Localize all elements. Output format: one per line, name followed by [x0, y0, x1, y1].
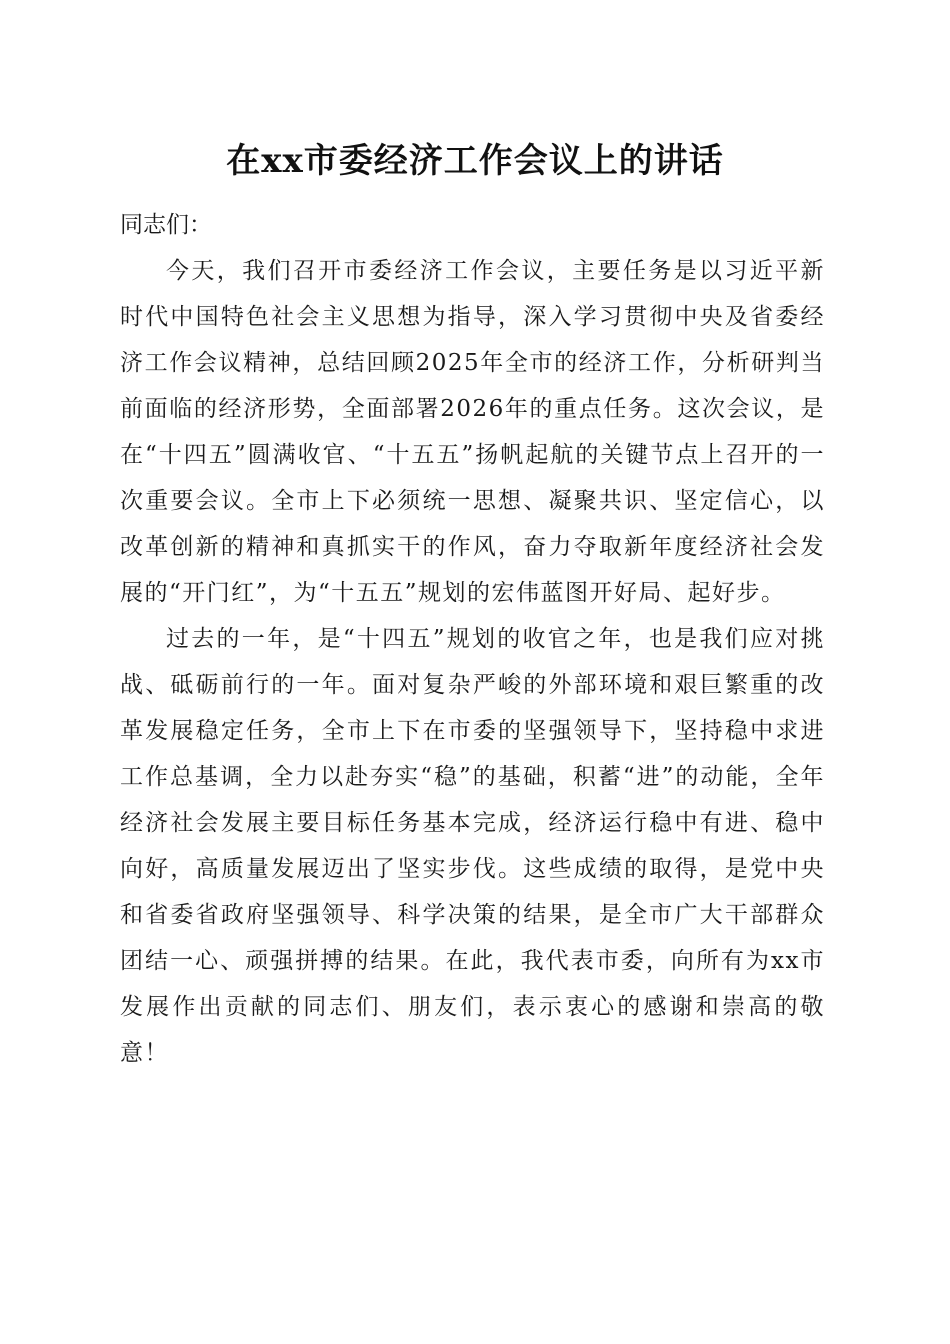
document-body: [120, 202, 825, 1076]
paragraph-review: 过去的一年，是“十四五”规划的收官之年，也是我们应对挑战、砥砺前行的一年。面对复杂严峻的外部环境和艰巨繁重的改革发展稳定任务，全市上下在市委的坚强领导下，坚持稳中求进工作总基调，全力以赴夯实“稳”的基础，积蓄“进”的动能，全年经济社会发展主要目标任务基本完成，经济运行稳中有进、稳中向好，高质量发展迈出了坚实步伐。这些成绩的取得，是党中央和省委省政府坚强领导、科学决策的结果，是全市广大干部群众团结一心、顽强拼搏的结果。在此，我代表市委，向所有为xx市发展作出贡献的同志们、朋友们，表示衷心的感谢和崇高的敬意！: [120, 626, 825, 1066]
salutation: 同志们：: [120, 212, 212, 238]
document-title: 在xx市委经济工作会议上的讲话: [226, 141, 724, 181]
paragraph-opening: 今天，我们召开市委经济工作会议，主要任务是以习近平新时代中国特色社会主义思想为指导，深入学习贯彻中央及省委经济工作会议精神，总结回顾2025年全市的经济工作，分析研判当前面临的经济形势，全面部署2026年的重点任务。这次会议，是在“十四五”圆满收官、“十五五”扬帆起航的关键节点上召开的一次重要会议。全市上下必须统一思想、凝聚共识、坚定信心，以改革创新的精神和真抓实干的作风，奋力夺取新年度经济社会发展的“开门红”，为“十五五”规划的宏伟蓝图开好局、起好步。: [120, 258, 825, 606]
